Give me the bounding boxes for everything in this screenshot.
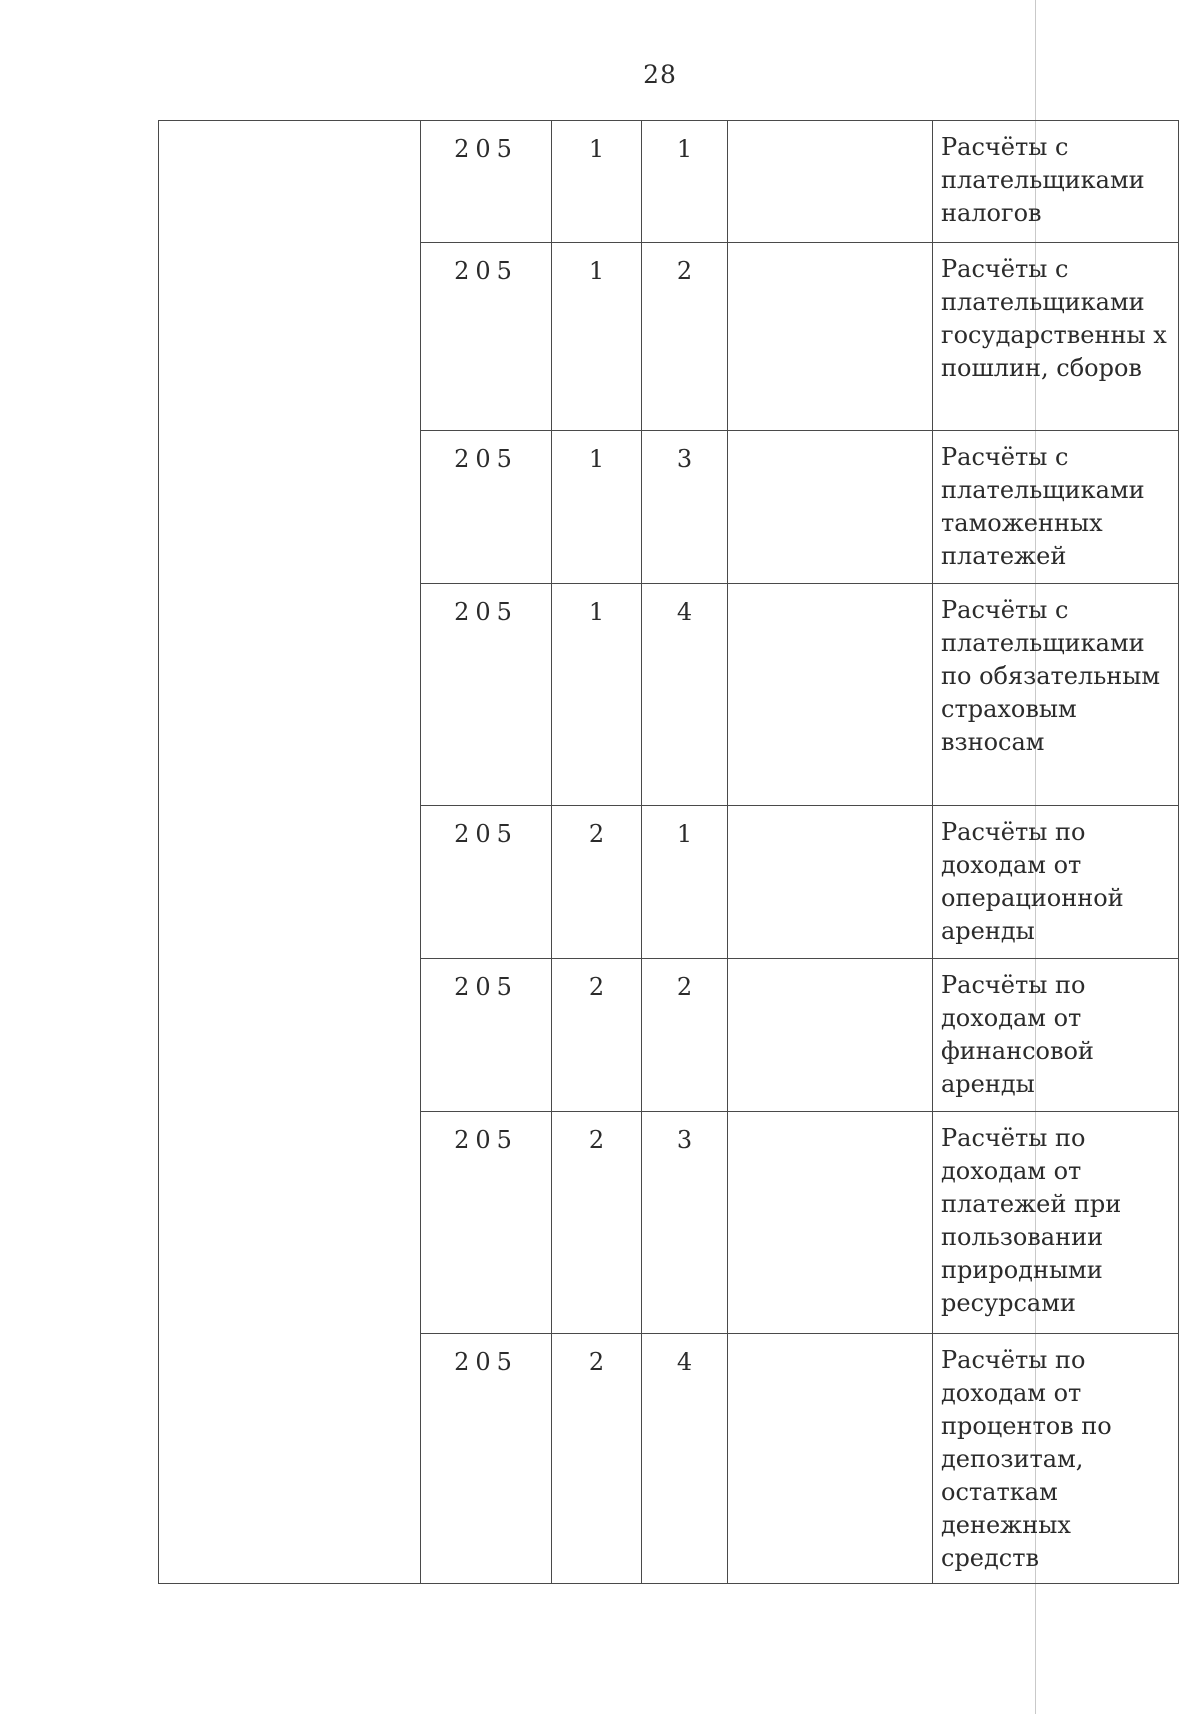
account-code-cell: 205 xyxy=(421,959,552,1112)
group-cell: 2 xyxy=(552,1112,642,1334)
blank-cell xyxy=(728,1334,933,1584)
subgroup-cell: 3 xyxy=(642,1112,728,1334)
account-code-cell: 205 xyxy=(421,1112,552,1334)
description-cell: Расчёты по доходам от операционной аренды xyxy=(933,806,1179,959)
account-code-cell: 205 xyxy=(421,121,552,243)
subgroup-cell: 2 xyxy=(642,243,728,431)
account-code-cell: 205 xyxy=(421,1334,552,1584)
description-cell: Расчёты по доходам от финансовой аренды xyxy=(933,959,1179,1112)
description-cell: Расчёты с плательщиками налогов xyxy=(933,121,1179,243)
account-code-cell: 205 xyxy=(421,806,552,959)
blank-cell xyxy=(728,959,933,1112)
table-body xyxy=(159,121,1179,1584)
blank-cell xyxy=(728,584,933,806)
blank-cell xyxy=(728,243,933,431)
description-cell: Расчёты с плательщиками таможенных платежей xyxy=(933,431,1179,584)
blank-cell xyxy=(728,121,933,243)
account-code-cell: 205 xyxy=(421,431,552,584)
accounts-table xyxy=(158,120,1179,1584)
subgroup-cell: 3 xyxy=(642,431,728,584)
subgroup-cell: 1 xyxy=(642,121,728,243)
blank-left-column xyxy=(159,121,421,1584)
description-cell: Расчёты по доходам от платежей при пользовании природными ресурсами xyxy=(933,1112,1179,1334)
description-cell: Расчёты по доходам от процентов по депозитам, остаткам денежных средств xyxy=(933,1334,1179,1584)
group-cell: 1 xyxy=(552,584,642,806)
blank-cell xyxy=(728,1112,933,1334)
subgroup-cell: 2 xyxy=(642,959,728,1112)
subgroup-cell: 1 xyxy=(642,806,728,959)
group-cell: 2 xyxy=(552,1334,642,1584)
subgroup-cell: 4 xyxy=(642,1334,728,1584)
group-cell: 2 xyxy=(552,806,642,959)
group-cell: 1 xyxy=(552,431,642,584)
blank-cell xyxy=(728,431,933,584)
table-row xyxy=(159,121,1179,243)
group-cell: 1 xyxy=(552,243,642,431)
blank-cell xyxy=(728,806,933,959)
description-cell: Расчёты с плательщиками государственны х пошлин, сборов xyxy=(933,243,1179,431)
subgroup-cell: 4 xyxy=(642,584,728,806)
account-code-cell: 205 xyxy=(421,243,552,431)
group-cell: 2 xyxy=(552,959,642,1112)
page-number: 28 xyxy=(643,60,677,89)
account-code-cell: 205 xyxy=(421,584,552,806)
description-cell: Расчёты с плательщиками по обязательным страховым взносам xyxy=(933,584,1179,806)
group-cell: 1 xyxy=(552,121,642,243)
